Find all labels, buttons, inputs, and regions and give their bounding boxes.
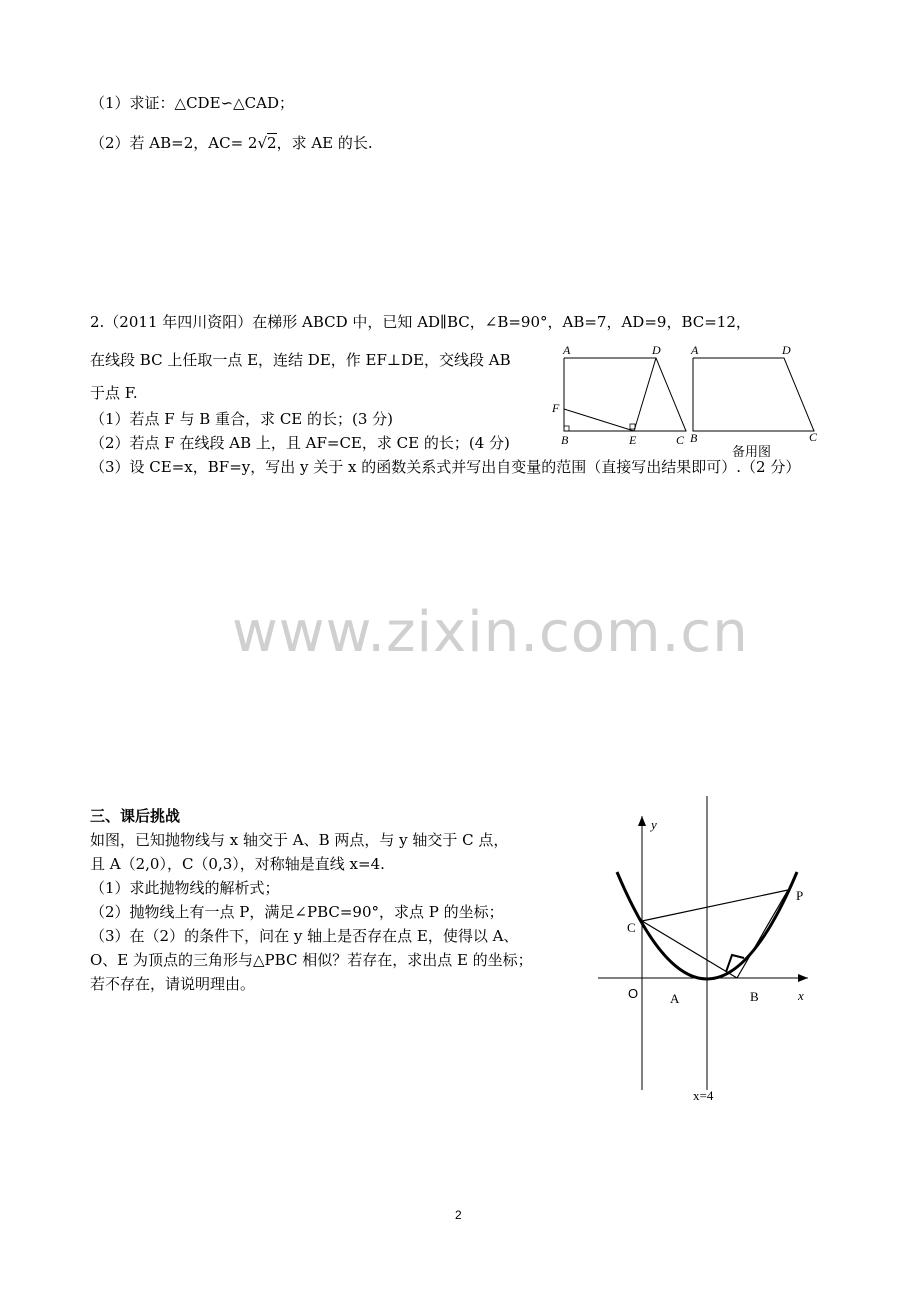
graph-label-b: B: [750, 989, 759, 1004]
q2-line2: 在线段 BC 上任取一点 E，连结 DE，作 EF⊥DE，交线段 AB: [90, 351, 511, 369]
q2-line1: 2.（2011 年四川资阳）在梯形 ABCD 中，已知 AD∥BC，∠B=90°，AB=7，AD=9，BC=12，: [90, 313, 751, 331]
graph-label-p: P: [796, 888, 804, 903]
q3-part3c: 若不存在，请说明理由。: [90, 975, 256, 993]
q3-part1: （1）求此抛物线的解析式；: [90, 879, 280, 897]
q2-line3: 于点 F.: [90, 384, 138, 402]
fig2-label-b: B: [690, 431, 698, 445]
graph-label-c: C: [627, 920, 636, 935]
q2-part2: （2）若点 F 在线段 AB 上，且 AF=CE，求 CE 的长；(4 分): [90, 434, 510, 452]
q3-line2: 且 A（2,0），C（0,3），对称轴是直线 x=4.: [90, 855, 385, 873]
graph-label-o: O: [628, 986, 639, 1001]
fig1-label-a: A: [563, 343, 571, 357]
fig2-label-a: A: [691, 343, 699, 357]
sqrt-sign: √: [257, 134, 268, 152]
graph-label-y: y: [651, 817, 657, 832]
graph-label-x: x: [798, 988, 804, 1003]
trapezoid-figure-1: [548, 338, 698, 448]
page-number: 2: [455, 1208, 462, 1222]
fig1-label-c: C: [676, 433, 685, 447]
q2-part1: （1）若点 F 与 B 重合，求 CE 的长；(3 分): [90, 410, 394, 428]
q1-part2-before: （2）若 AB=2，AC= 2: [90, 134, 258, 152]
fig2-caption: 备用图: [732, 444, 772, 459]
q1-part1: （1）求证：△CDE∽△CAD；: [90, 94, 294, 112]
graph-label-a: A: [670, 991, 680, 1006]
fig1-label-e: E: [629, 433, 637, 447]
fig1-label-b: B: [561, 433, 569, 447]
parabola-graph: [590, 790, 820, 1110]
q2-part3: （3）设 CE=x，BF=y，写出 y 关于 x 的函数关系式并写出自变量的范围（直接写出结果即可）.（2 分）: [90, 458, 801, 476]
trapezoid-figure-2: [678, 338, 828, 463]
fig2-label-d: D: [782, 343, 791, 357]
fig1-label-d: D: [652, 343, 661, 357]
watermark: www.zixin.com.cn: [232, 600, 749, 665]
q1-part2-radicand: 2: [267, 134, 277, 152]
q3-part3a: （3）在（2）的条件下，问在 y 轴上是否存在点 E，使得以 A、: [90, 927, 519, 945]
q3-line1: 如图，已知抛物线与 x 轴交于 A、B 两点，与 y 轴交于 C 点，: [90, 831, 509, 849]
q3-part2: （2）抛物线上有一点 P，满足∠PBC=90°，求点 P 的坐标；: [90, 903, 504, 921]
q3-heading: 三、课后挑战: [90, 807, 181, 825]
fig2-label-c: C: [809, 430, 818, 444]
fig1-label-f: F: [552, 401, 560, 415]
q1-part2: [90, 133, 373, 153]
q3-part3b: O、E 为顶点的三角形与△PBC 相似？若存在，求出点 E 的坐标；: [90, 951, 533, 969]
q1-part2-after: ，求 AE 的长.: [276, 134, 373, 152]
graph-label-axis: x=4: [693, 1088, 714, 1103]
